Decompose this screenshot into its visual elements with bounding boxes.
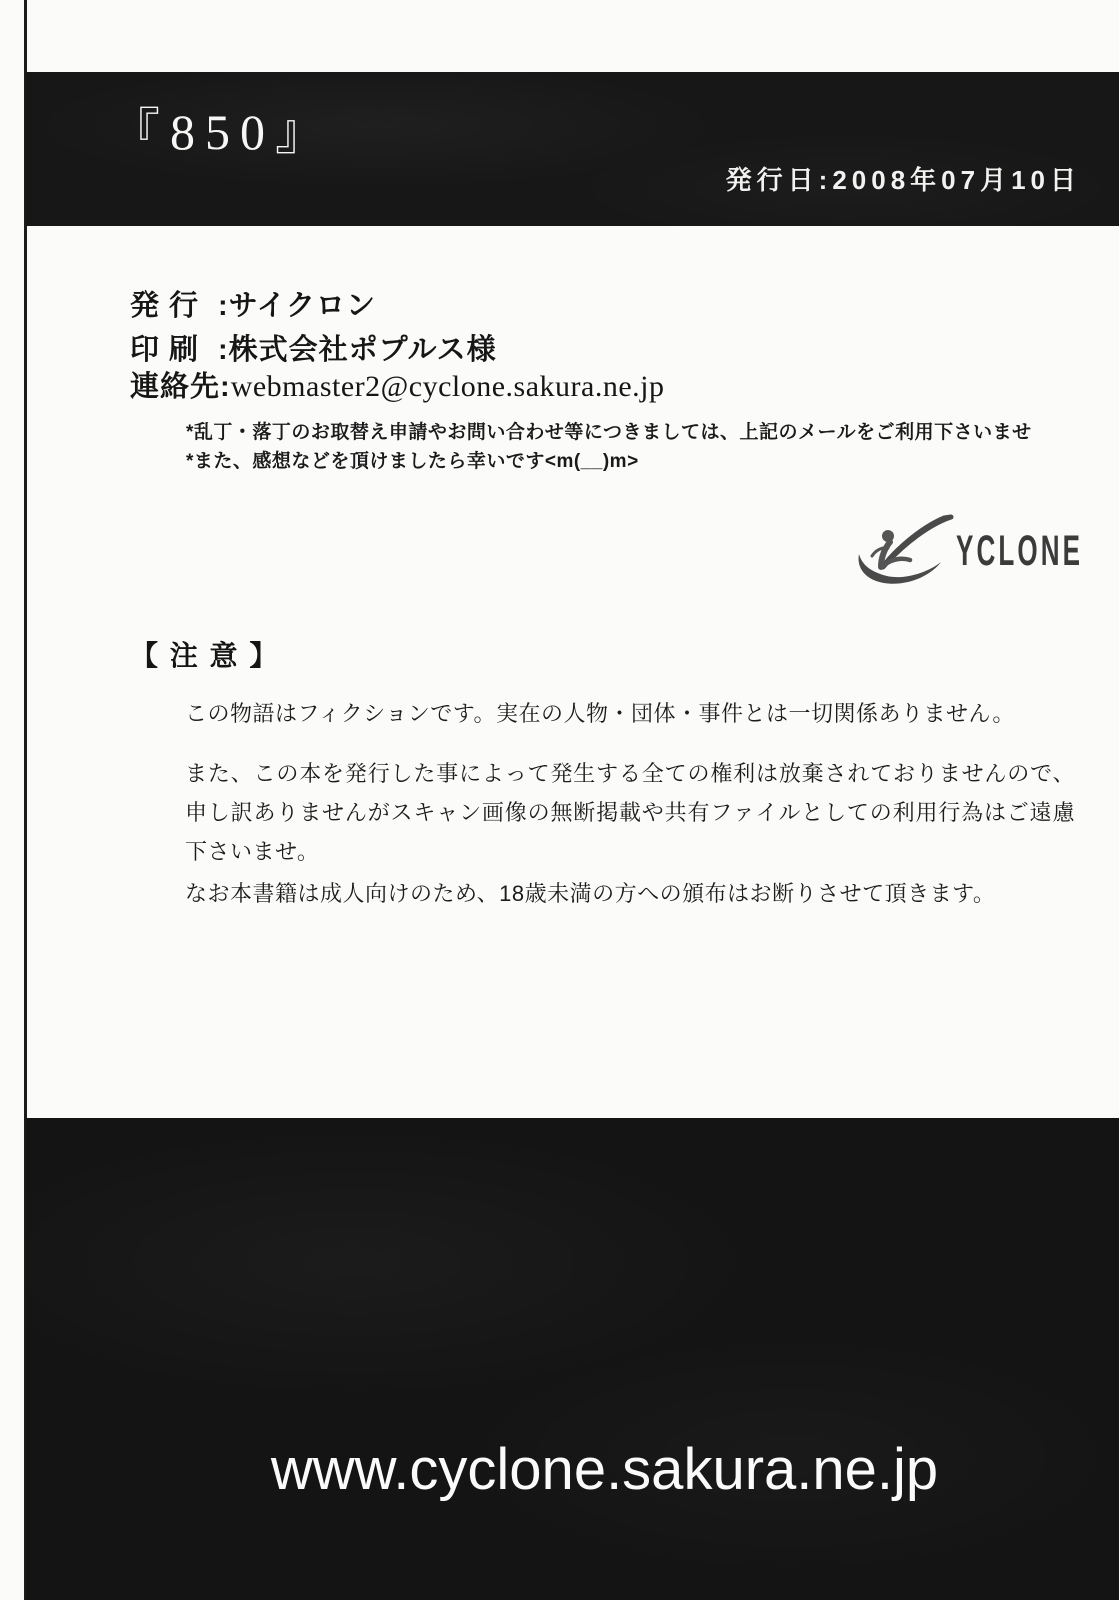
adult-disclaimer: なお本書籍は成人向けのため、18歳未満の方への頒布はお断りさせて頂きます。: [185, 881, 996, 906]
replacement-note: *乱丁・落丁のお取替え申請やお問い合わせ等につきましては、上記のメールをご利用下さいませ: [186, 422, 1032, 443]
footer-band: [26, 1118, 1119, 1600]
colon-separator: :: [220, 371, 231, 403]
colon-separator: :: [218, 290, 229, 322]
feedback-note: *また、感想などを頂けましたら幸いです<m(__)m>: [186, 451, 639, 472]
cyclone-logo: [852, 512, 1082, 602]
colon-separator: :: [218, 334, 229, 366]
book-title: 『850』: [110, 104, 335, 160]
header-band: [26, 72, 1119, 226]
contact-email: webmaster2@cyclone.sakura.ne.jp: [230, 370, 665, 403]
publisher-value: サイクロン: [228, 290, 377, 322]
fiction-disclaimer: この物語はフィクションです。実在の人物・団体・事件とは一切関係ありません。: [185, 701, 1015, 726]
notice-heading: 【 注 意 】: [130, 640, 280, 671]
contact-label: 連絡先: [130, 371, 221, 403]
publisher-row: [130, 283, 376, 324]
publish-date: 発行日:2008年07月10日: [725, 165, 1081, 195]
printer-label: 印 刷: [130, 334, 200, 366]
printer-row: [130, 327, 497, 368]
contact-row: [130, 364, 665, 405]
rights-disclaimer: また、この本を発行した事によって発生する全ての権利は放棄されておりませんので、申し訳ありませんがスキャン画像の無断掲載や共有ファイルとしての利用行為はご遠慮下さいませ。: [185, 761, 1075, 864]
cyclone-figure-icon: [852, 512, 956, 598]
printer-value: 株式会社ポプルス様: [228, 334, 497, 366]
publisher-label: 発 行: [130, 290, 200, 322]
website-url: www.cyclone.sakura.ne.jp: [270, 1437, 939, 1502]
cyclone-logo-text: YCLONE: [956, 526, 1084, 574]
